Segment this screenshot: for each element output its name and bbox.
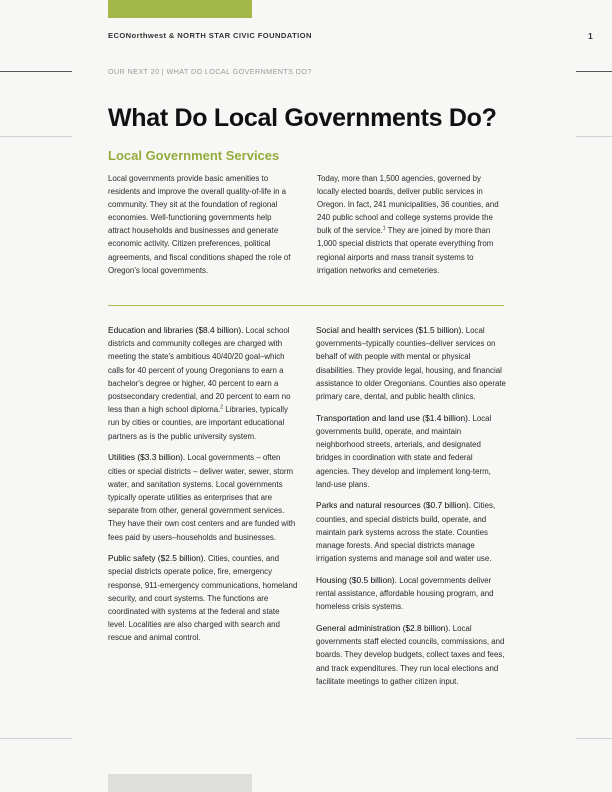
service-heading: Public safety ($2.5 billion).	[108, 553, 206, 564]
service-heading: Transportation and land use ($1.4 billion).	[316, 412, 471, 423]
section-subtitle: Local Government Services	[108, 148, 280, 163]
service-general-administration	[316, 622, 506, 688]
margin-rule	[576, 738, 612, 739]
margin-rule	[576, 136, 612, 137]
service-heading: Utilities ($3.3 billion).	[108, 452, 186, 463]
service-heading: Housing ($0.5 billion).	[316, 574, 398, 585]
margin-rule	[0, 738, 72, 739]
service-text: Local governments staff elected councils, commissions, and boards. They develop budgets, collect taxes and fees, and track expenditures. They run local elections and facilitate meetings to gather citizen input.	[316, 624, 505, 686]
service-text: Cities, counties, and special districts build, operate, and maintain park systems across the state. Counties manage forests. And special districts manage irrigation systems and manage soil and water use.	[316, 501, 496, 564]
intro-right-text-continued: They are joined by more than 1,000 special districts that operate everything from regional airports and mass transit systems to irrigation networks and cemeteries.	[317, 226, 494, 275]
services-right-column	[316, 324, 506, 697]
service-education	[108, 324, 298, 443]
service-text: Local school districts and community colleges are charged with meeting the state's ambitious 40/40/20 goal–which calls for 40 percent of young Oregonians to earn a bachelor's degree or higher, 40 percent to earn a postsecondary credential, and 20 percent to earn no less than a high school diploma.	[108, 326, 291, 415]
intro-right-text: Today, more than 1,500 agencies, governed by locally elected boards, deliver public services in Oregon. In fact, 241 municipalities, 36 counties, and 240 public school and college systems provide the bulk of the service.	[317, 174, 499, 236]
service-text: Local governments deliver rental assistance, affordable housing program, and homeless crisis systems.	[316, 575, 494, 612]
service-text-continued: Libraries, typically run by cities or counties, are important educational partners as is the public university system.	[108, 405, 288, 441]
service-text: Local governments–typically counties–deliver services on behalf of with people with mental or physical disabilities. They provide legal, housing, and financial assistance to older Oregonians. Counties also operate primary care, dental, and public health clinics.	[316, 326, 506, 402]
page-number: 1	[588, 31, 593, 41]
bottom-accent-bar	[108, 774, 252, 792]
intro-right-paragraph	[317, 172, 502, 277]
service-public-safety	[108, 552, 298, 644]
service-housing	[316, 574, 506, 614]
header-organization: ECONorthwest & NORTH STAR CIVIC FOUNDATION	[108, 31, 312, 40]
service-utilities	[108, 451, 298, 543]
intro-left-paragraph: Local governments provide basic amenities to residents and improve the overall quality-of-life in a community. They sit at the foundation of regional economies. Well-functioning governments help attract households and businesses and generate economic activity. Citizen preferences, political agreements, and fiscal conditions shaped the role of Oregon's local governments.	[108, 174, 291, 275]
section-divider	[108, 305, 504, 306]
service-social-health	[316, 324, 506, 403]
margin-rule	[0, 136, 72, 137]
top-accent-bar	[108, 0, 252, 18]
service-heading: General administration ($2.8 billion).	[316, 623, 451, 634]
page-title: What Do Local Governments Do?	[108, 104, 497, 132]
service-heading: Social and health services ($1.5 billion).	[316, 325, 464, 335]
footnote-marker: 1	[382, 225, 386, 232]
margin-rule	[0, 71, 72, 72]
services-left-column	[108, 324, 298, 653]
service-text: Local governments – often cities or special districts – deliver water, sewer, storm water, and sanitation systems. Local governments typically operate utilities as enterprises that are separate from other, general government services. They have their own cost centers and are funded with fees paid by users–households and businesses.	[108, 453, 296, 542]
service-text: Local governments build, operate, and maintain neighborhood streets, arterials, and designated bridges in coordination with state and federal agencies. They develop and implement long-term, land-use plans.	[316, 413, 492, 489]
margin-rule	[576, 71, 612, 72]
service-text: Cities, counties, and special districts operate police, fire, emergency response, 911-emergency communications, homeland security, and court systems. The functions are coordinated with systems at the federal and state level. Localities are also charged with search and rescue and animal control.	[108, 554, 298, 643]
service-heading: Parks and natural resources ($0.7 billion).	[316, 500, 472, 511]
service-heading: Education and libraries ($8.4 billion).	[108, 325, 244, 335]
section-label: OUR NEXT 20 | WHAT DO LOCAL GOVERNMENTS DO?	[108, 67, 312, 76]
service-transportation	[316, 412, 506, 491]
footnote-marker: 2	[220, 404, 224, 411]
service-parks	[316, 499, 506, 565]
